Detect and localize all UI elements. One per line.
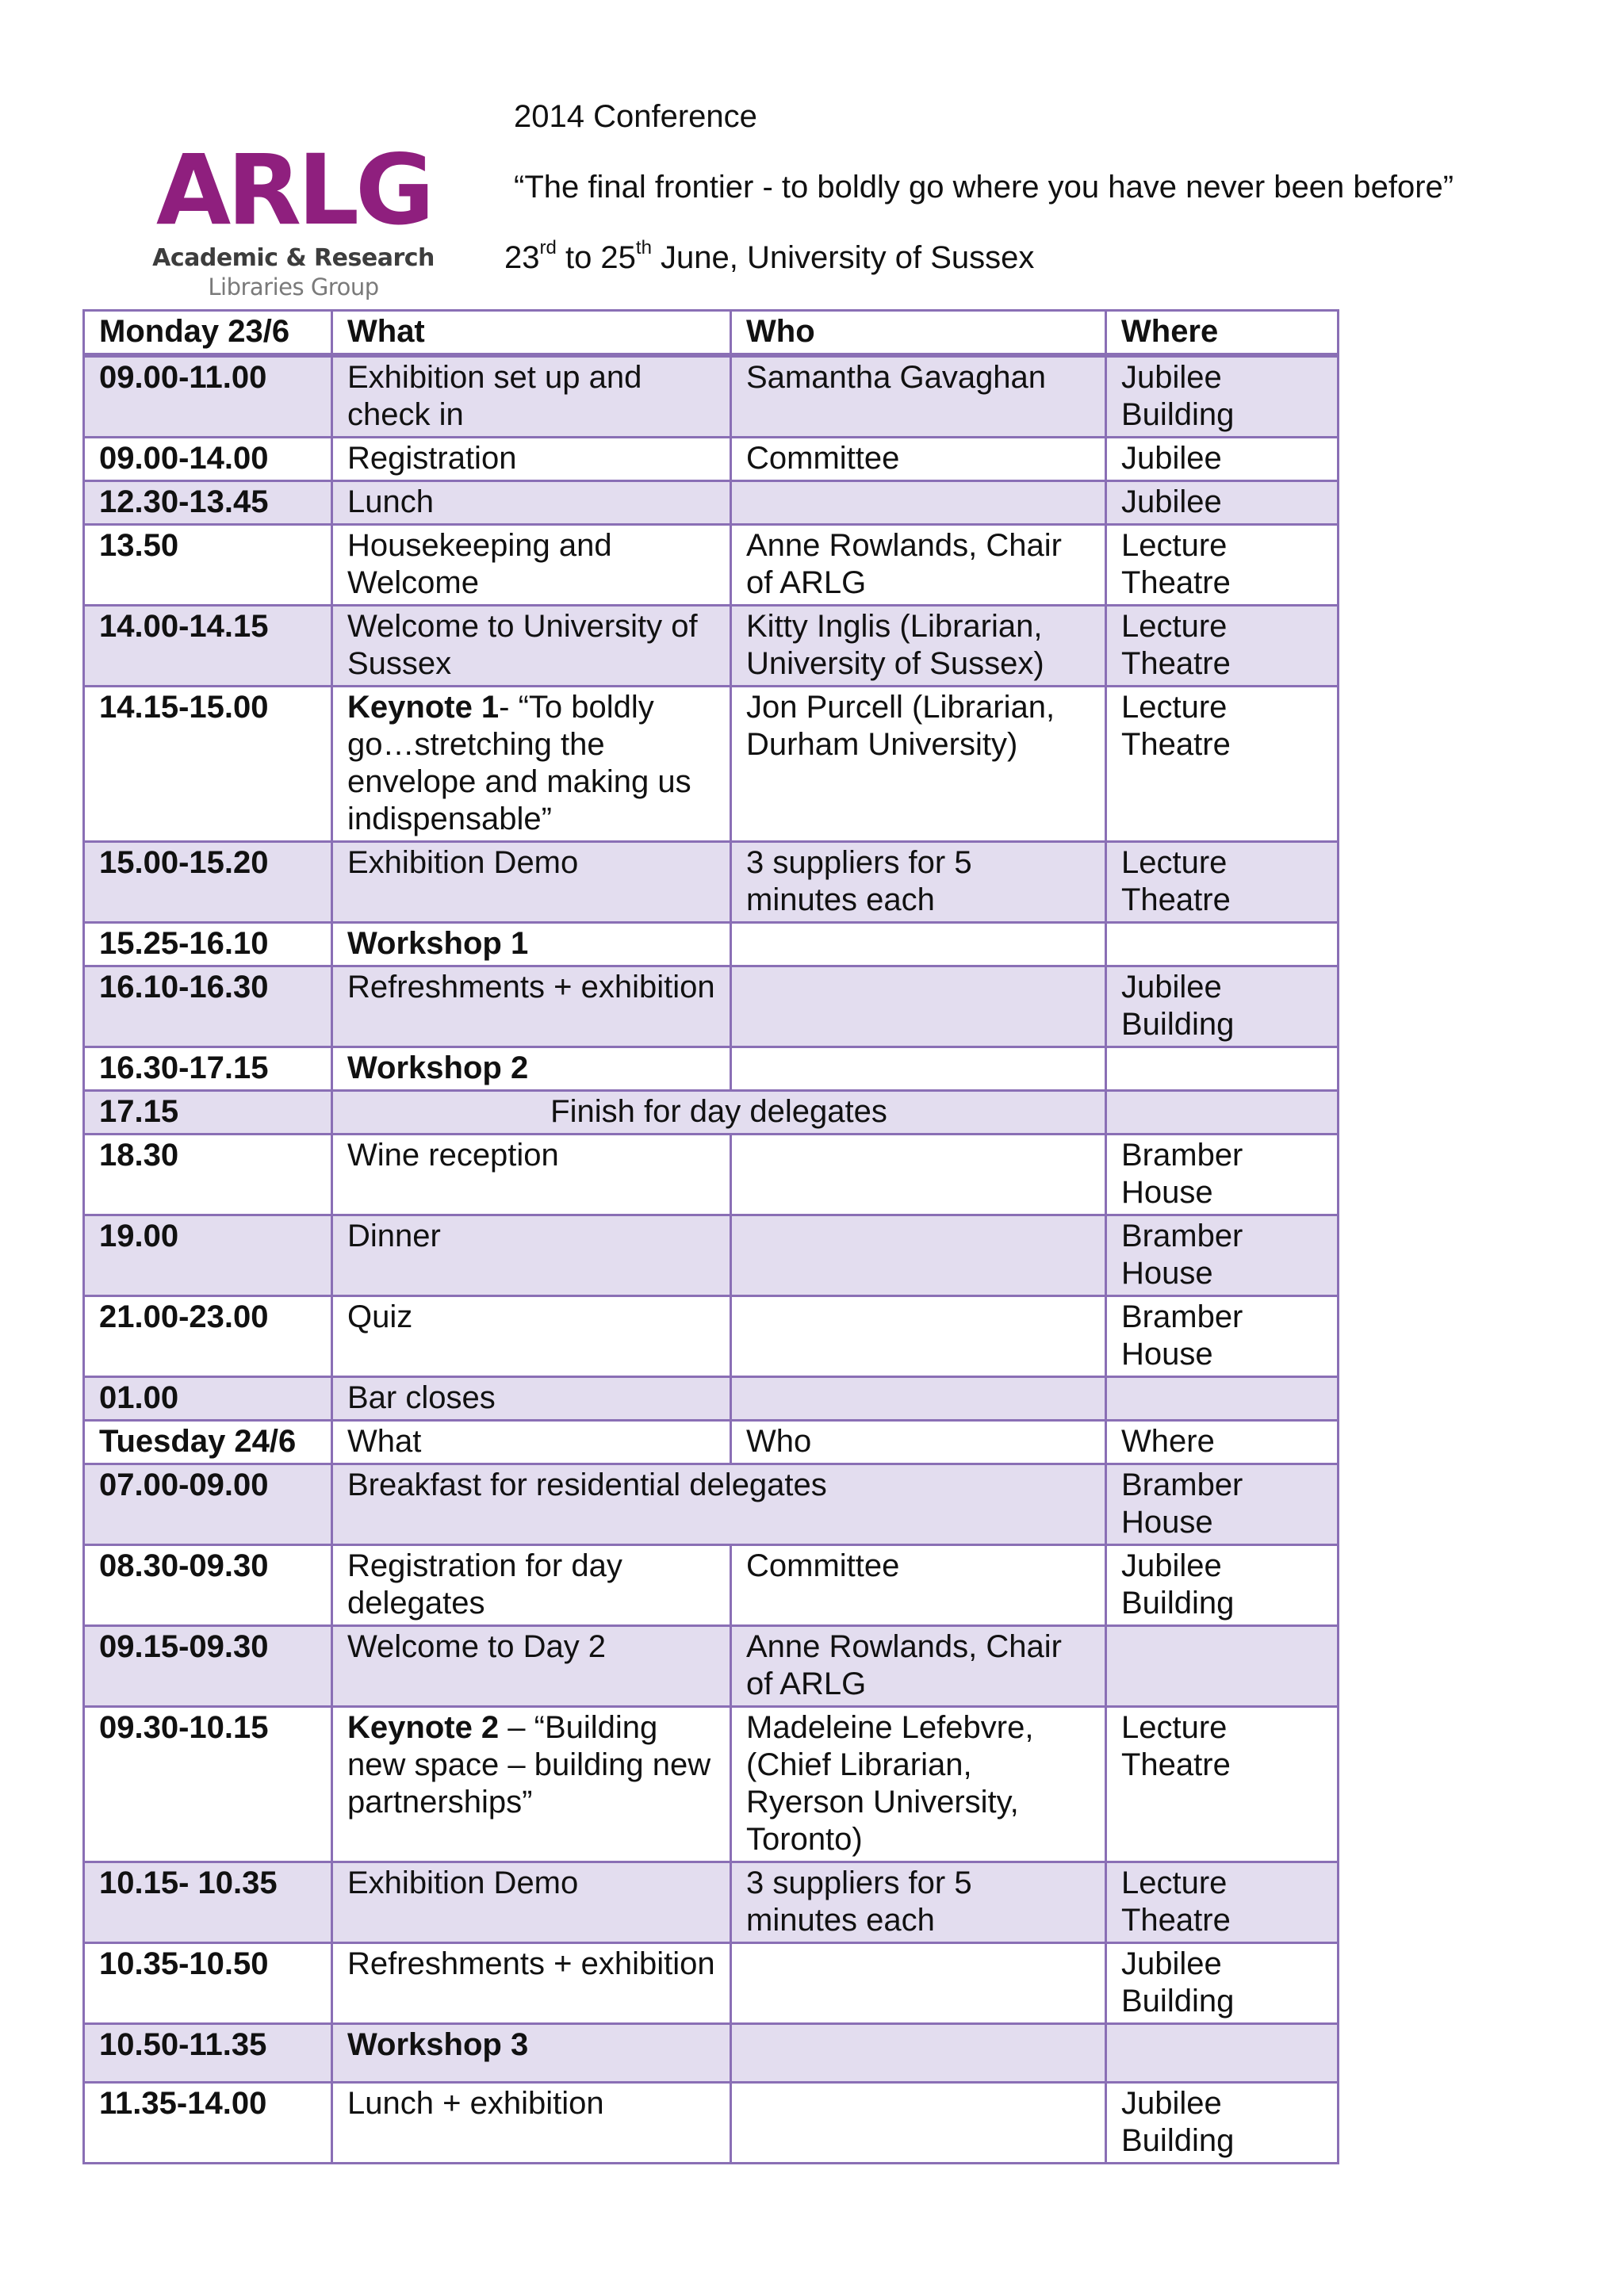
what-cell: Lunch + exhibition <box>332 2083 731 2164</box>
table-row <box>84 1047 1339 1091</box>
table-row <box>84 1862 1339 1943</box>
who-cell: Kitty Inglis (Librarian, University of Sussex) <box>731 606 1106 687</box>
arlg-logo <box>151 134 436 300</box>
table-row <box>84 525 1339 606</box>
where-cell: Lecture Theatre <box>1106 1862 1339 1943</box>
where-cell: Bramber House <box>1106 1296 1339 1377</box>
time-cell: 13.50 <box>84 525 332 606</box>
who-cell <box>731 966 1106 1047</box>
who-cell <box>731 1943 1106 2024</box>
who-cell: Jon Purcell (Librarian, Durham University) <box>731 687 1106 842</box>
what-cell: Welcome to Day 2 <box>332 1626 731 1707</box>
where-cell: Jubilee Building <box>1106 2083 1339 2164</box>
table-row <box>84 1464 1339 1545</box>
what-cell: Welcome to University of Sussex <box>332 606 731 687</box>
where-heading: Where <box>1106 1421 1339 1464</box>
table-row <box>84 1091 1339 1135</box>
keynote-title: – “Building new space – building new partnerships” <box>347 1710 711 1820</box>
where-cell: Lecture Theatre <box>1106 687 1339 842</box>
what-cell: Bar closes <box>332 1377 731 1421</box>
logo-line-2: Libraries Group <box>208 274 379 300</box>
what-cell: Dinner <box>332 1215 731 1296</box>
what-cell: Exhibition Demo <box>332 842 731 923</box>
what-cell: Registration for day delegates <box>332 1545 731 1626</box>
what-heading: What <box>332 1421 731 1464</box>
table-row <box>84 2083 1339 2164</box>
tuesday-header-row <box>84 1421 1339 1464</box>
table-row <box>84 1215 1339 1296</box>
time-cell: 21.00-23.00 <box>84 1296 332 1377</box>
time-cell: 09.00-11.00 <box>84 355 332 438</box>
table-row <box>84 1296 1339 1377</box>
time-cell: 14.15-15.00 <box>84 687 332 842</box>
who-cell: Anne Rowlands, Chair of ARLG <box>731 1626 1106 1707</box>
where-cell <box>1106 923 1339 966</box>
what-cell: Lunch <box>332 481 731 525</box>
what-cell: Housekeeping and Welcome <box>332 525 731 606</box>
who-cell: Committee <box>731 438 1106 481</box>
time-cell: 17.15 <box>84 1091 332 1135</box>
table-row <box>84 923 1339 966</box>
time-cell: 10.35-10.50 <box>84 1943 332 2024</box>
who-cell <box>731 2083 1106 2164</box>
keynote-label: Keynote 2 <box>347 1710 500 1745</box>
table-row <box>84 1545 1339 1626</box>
time-cell: 12.30-13.45 <box>84 481 332 525</box>
who-heading: Who <box>731 311 1106 356</box>
where-cell: Jubilee Building <box>1106 966 1339 1047</box>
where-cell: Lecture Theatre <box>1106 606 1339 687</box>
what-cell <box>332 1707 731 1862</box>
time-cell: 11.35-14.00 <box>84 2083 332 2164</box>
table-row <box>84 438 1339 481</box>
conference-dates: 23rd to 25th June, University of Sussex <box>504 237 1035 275</box>
time-cell: 08.30-09.30 <box>84 1545 332 1626</box>
time-cell: 14.00-14.15 <box>84 606 332 687</box>
time-cell: 01.00 <box>84 1377 332 1421</box>
who-cell <box>731 1047 1106 1091</box>
day-heading: Monday 23/6 <box>84 311 332 356</box>
where-cell <box>1106 1047 1339 1091</box>
where-cell: Bramber House <box>1106 1464 1339 1545</box>
what-cell: Quiz <box>332 1296 731 1377</box>
time-cell: 16.10-16.30 <box>84 966 332 1047</box>
day-heading: Tuesday 24/6 <box>84 1421 332 1464</box>
keynote-label: Keynote 1 <box>347 690 500 725</box>
schedule-table <box>82 309 1339 2164</box>
what-cell: Exhibition set up and check in <box>332 355 731 438</box>
who-cell: Samantha Gavaghan <box>731 355 1106 438</box>
time-cell: 16.30-17.15 <box>84 1047 332 1091</box>
where-cell <box>1106 1626 1339 1707</box>
who-cell <box>731 1296 1106 1377</box>
what-cell: Workshop 3 <box>332 2024 731 2083</box>
where-cell <box>1106 2024 1339 2083</box>
conference-tagline: “The final frontier - to boldly go where you have never been before” <box>514 170 1454 205</box>
what-cell: Refreshments + exhibition <box>332 966 731 1047</box>
table-row <box>84 1943 1339 2024</box>
table-row <box>84 1626 1339 1707</box>
table-row <box>84 355 1339 438</box>
where-cell: Jubilee Building <box>1106 1545 1339 1626</box>
who-cell: 3 suppliers for 5 minutes each <box>731 1862 1106 1943</box>
where-cell: Lecture Theatre <box>1106 842 1339 923</box>
what-cell: Breakfast for residential delegates <box>332 1464 1106 1545</box>
table-row <box>84 966 1339 1047</box>
who-cell <box>731 1377 1106 1421</box>
where-cell: Bramber House <box>1106 1135 1339 1215</box>
time-cell: 09.30-10.15 <box>84 1707 332 1862</box>
what-cell: Exhibition Demo <box>332 1862 731 1943</box>
what-cell: Registration <box>332 438 731 481</box>
table-row <box>84 1135 1339 1215</box>
who-cell <box>731 1215 1106 1296</box>
time-cell: 18.30 <box>84 1135 332 1215</box>
what-heading: What <box>332 311 731 356</box>
time-cell: 09.15-09.30 <box>84 1626 332 1707</box>
what-cell: Refreshments + exhibition <box>332 1943 731 2024</box>
who-cell <box>731 481 1106 525</box>
where-cell: Jubilee Building <box>1106 355 1339 438</box>
who-cell: 3 suppliers for 5 minutes each <box>731 842 1106 923</box>
logo-wordmark: ARLG <box>155 134 431 247</box>
who-cell <box>731 923 1106 966</box>
who-cell: Committee <box>731 1545 1106 1626</box>
logo-line-1: Academic & Research <box>152 244 435 272</box>
where-cell: Lecture Theatre <box>1106 525 1339 606</box>
time-cell: 15.00-15.20 <box>84 842 332 923</box>
time-cell: 19.00 <box>84 1215 332 1296</box>
table-row <box>84 687 1339 842</box>
who-cell <box>731 2024 1106 2083</box>
table-row <box>84 842 1339 923</box>
where-cell: Jubilee <box>1106 438 1339 481</box>
table-row <box>84 1707 1339 1862</box>
who-heading: Who <box>731 1421 1106 1464</box>
where-cell: Jubilee Building <box>1106 1943 1339 2024</box>
what-cell: Finish for day delegates <box>332 1091 1106 1135</box>
monday-header-row <box>84 311 1339 356</box>
who-cell: Madeleine Lefebvre, (Chief Librarian, Ryerson University, Toronto) <box>731 1707 1106 1862</box>
table-row <box>84 2024 1339 2083</box>
keynote-title: - “To boldly go…stretching the envelope and making us indispensable” <box>347 690 691 836</box>
where-heading: Where <box>1106 311 1339 356</box>
time-cell: 10.15- 10.35 <box>84 1862 332 1943</box>
table-row <box>84 1377 1339 1421</box>
where-cell <box>1106 1377 1339 1421</box>
where-cell: Lecture Theatre <box>1106 1707 1339 1862</box>
time-cell: 10.50-11.35 <box>84 2024 332 2083</box>
time-cell: 09.00-14.00 <box>84 438 332 481</box>
what-cell <box>332 687 731 842</box>
what-cell: Workshop 1 <box>332 923 731 966</box>
what-cell: Workshop 2 <box>332 1047 731 1091</box>
who-cell: Anne Rowlands, Chair of ARLG <box>731 525 1106 606</box>
table-row <box>84 481 1339 525</box>
where-cell: Jubilee <box>1106 481 1339 525</box>
time-cell: 07.00-09.00 <box>84 1464 332 1545</box>
table-row <box>84 606 1339 687</box>
time-cell: 15.25-16.10 <box>84 923 332 966</box>
where-cell <box>1106 1091 1339 1135</box>
where-cell: Bramber House <box>1106 1215 1339 1296</box>
what-cell: Wine reception <box>332 1135 731 1215</box>
who-cell <box>731 1135 1106 1215</box>
conference-title: 2014 Conference <box>514 99 757 134</box>
